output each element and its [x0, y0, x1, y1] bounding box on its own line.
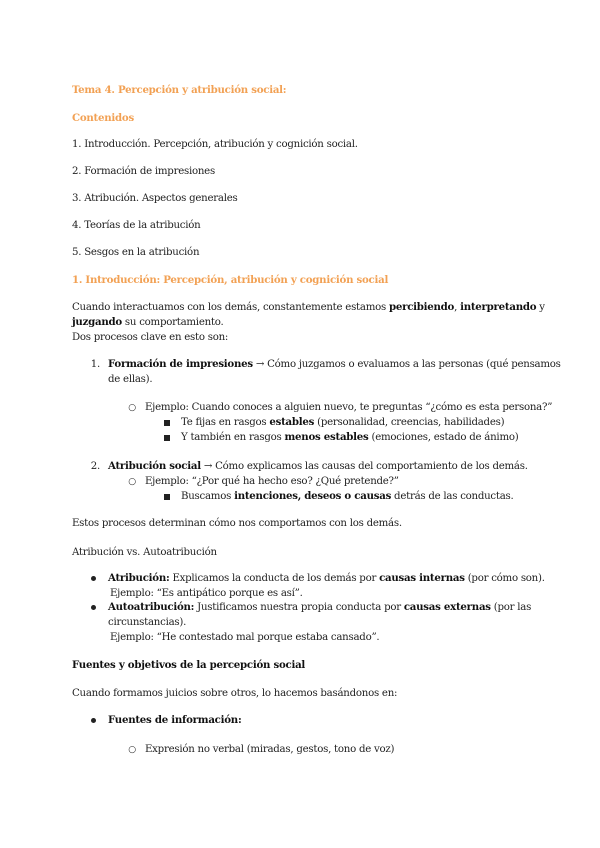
list-number: 2. — [90, 461, 100, 472]
contents-heading: Contenidos — [72, 112, 134, 124]
list-item-attribution: Atribución social → Cómo explicamos las causas del comportamiento de los demás. — [108, 460, 528, 472]
square-bullet-icon — [164, 420, 170, 426]
subsection-heading: Atribución vs. Autoatribución — [72, 547, 217, 558]
sub-item: Y también en rasgos menos estables (emociones, estado de ánimo) — [181, 431, 519, 443]
contents-item: 1. Introducción. Percepción, atribución y cognición social. — [72, 139, 358, 150]
example-text: Ejemplo: “¿Por qué ha hecho eso? ¿Qué pretende?” — [145, 476, 399, 487]
bullet-icon — [91, 605, 96, 610]
list-item-continuation: de ellas). — [108, 374, 153, 385]
contents-item: 5. Sesgos en la atribución — [72, 247, 200, 258]
intro-line-1: Cuando interactuamos con los demás, constantemente estamos percibiendo, interpretando y — [72, 301, 545, 313]
sources-intro: Cuando formamos juicios sobre otros, lo hacemos basándonos en: — [72, 688, 398, 699]
example-text: Ejemplo: Cuando conoces a alguien nuevo, te preguntas “¿cómo es esta persona?” — [145, 402, 553, 413]
bullet-sources: Fuentes de información: — [108, 714, 242, 726]
intro-line-2: juzgando su comportamiento. — [72, 316, 224, 328]
subsection-heading-bold: Fuentes y objetivos de la percepción social — [72, 659, 306, 671]
square-bullet-icon — [164, 435, 170, 441]
example-text: Ejemplo: “He contestado mal porque estaba cansado”. — [110, 632, 380, 643]
sub-item: Buscamos intenciones, deseos o causas detrás de las conductas. — [181, 490, 514, 502]
contents-item: 4. Teorías de la atribución — [72, 220, 201, 231]
bullet-self-attribution: Autoatribución: Justificamos nuestra propia conducta por causas externas (por las — [108, 601, 532, 613]
square-bullet-icon — [164, 494, 170, 500]
circle-bullet-icon: ○ — [128, 403, 136, 413]
section-heading: 1. Introducción: Percepción, atribución y cognición social — [72, 274, 389, 286]
conclusion-text: Estos procesos determinan cómo nos comportamos con los demás. — [72, 518, 402, 529]
list-number: 1. — [90, 359, 100, 370]
bullet-continuation: circunstancias). — [108, 617, 187, 628]
contents-item: 2. Formación de impresiones — [72, 166, 215, 177]
bullet-attribution: Atribución: Explicamos la conducta de los demás por causas internas (por cómo son). — [108, 572, 545, 584]
example-text: Ejemplo: “Es antipático porque es así”. — [110, 588, 303, 599]
contents-item: 3. Atribución. Aspectos generales — [72, 193, 238, 204]
circle-bullet-icon: ○ — [128, 745, 136, 755]
bullet-icon — [91, 576, 96, 581]
intro-line-3: Dos procesos clave en esto son: — [72, 332, 229, 343]
list-item-impressions: Formación de impresiones → Cómo juzgamos o evaluamos a las personas (qué pensamos — [108, 358, 561, 370]
bullet-icon — [91, 718, 96, 723]
sub-item: Te fijas en rasgos estables (personalidad, creencias, habilidades) — [181, 416, 505, 428]
sub-item: Expresión no verbal (miradas, gestos, tono de voz) — [145, 744, 395, 755]
page-title: Tema 4. Percepción y atribución social: — [72, 84, 287, 96]
circle-bullet-icon: ○ — [128, 477, 136, 487]
